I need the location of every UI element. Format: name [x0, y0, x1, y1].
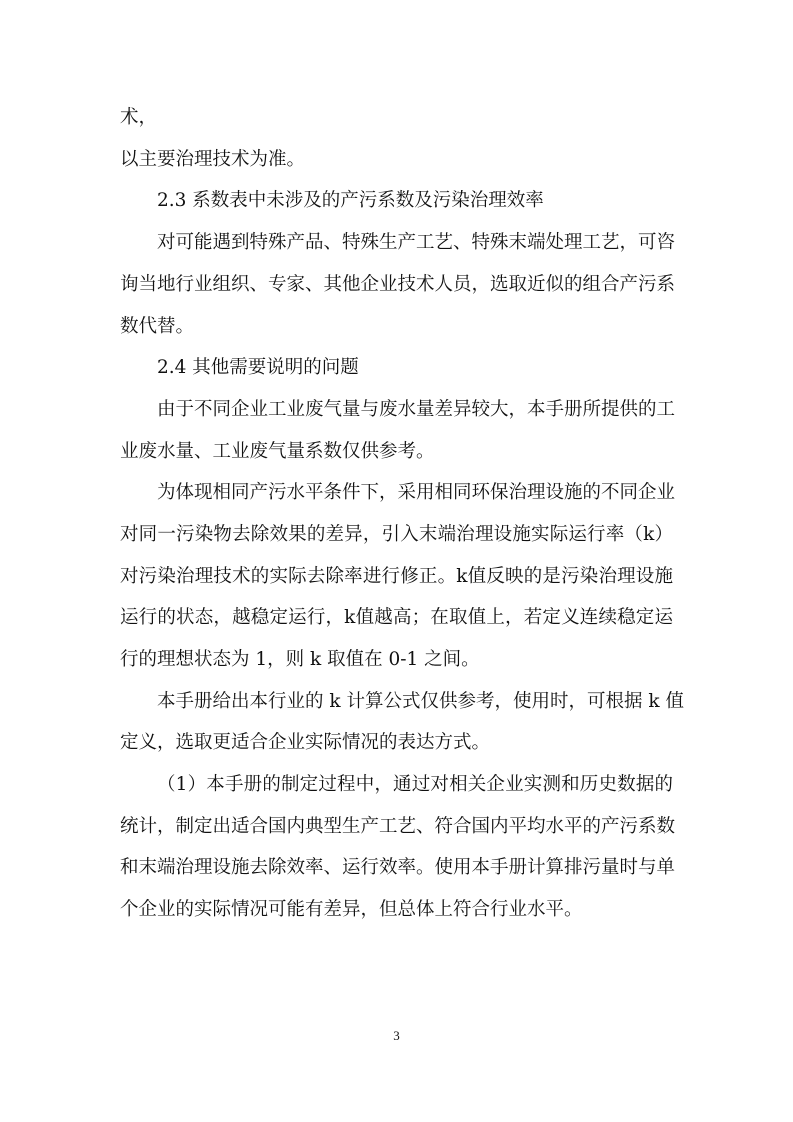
section-heading-2-3: 2.3 系数表中未涉及的产污系数及污染治理效率 [157, 190, 544, 211]
text-line: 行的理想状态为 1，则 k 取值在 0-1 之间。 [120, 649, 480, 670]
text-line: 个企业的实际情况可能有差异，但总体上符合行业水平。 [120, 899, 583, 920]
text-line: 对可能遇到特殊产品、特殊生产工艺、特殊末端处理工艺，可咨 [157, 232, 676, 253]
text-line: 和末端治理设施去除效率、运行效率。使用本手册计算排污量时与单 [120, 857, 676, 878]
text-line: 术， [120, 107, 158, 128]
text-line: 运行的状态，越稳定运行，k值越高；在取值上，若定义连续稳定运 [120, 607, 673, 628]
text-line: 由于不同企业工业废气量与废水量差异较大，本手册所提供的工 [157, 399, 676, 420]
text-line: 询当地行业组织、专家、其他企业技术人员，选取近似的组合产污系 [120, 274, 676, 295]
text-line: 以主要治理技术为准。 [120, 149, 306, 170]
text-line: 数代替。 [120, 316, 195, 337]
text-line: 对同一污染物去除效果的差异，引入末端治理设施实际运行率（k） [120, 524, 673, 545]
text-line: 本手册给出本行业的 k 计算公式仅供参考，使用时，可根据 k 值 [157, 691, 684, 712]
text-line: 定义，选取更适合企业实际情况的表达方式。 [120, 732, 491, 753]
text-line: 统计，制定出适合国内典型生产工艺、符合国内平均水平的产污系数 [120, 816, 676, 837]
section-heading-2-4: 2.4 其他需要说明的问题 [157, 357, 359, 378]
text-line: 业废水量、工业废气量系数仅供参考。 [120, 441, 435, 462]
text-line: （1）本手册的制定过程中，通过对相关企业实测和历史数据的 [157, 774, 673, 795]
page-number: 3 [393, 1028, 400, 1043]
text-line: 为体现相同产污水平条件下，采用相同环保治理设施的不同企业 [157, 482, 676, 503]
text-line: 对污染治理技术的实际去除率进行修正。k值反映的是污染治理设施 [120, 566, 673, 587]
